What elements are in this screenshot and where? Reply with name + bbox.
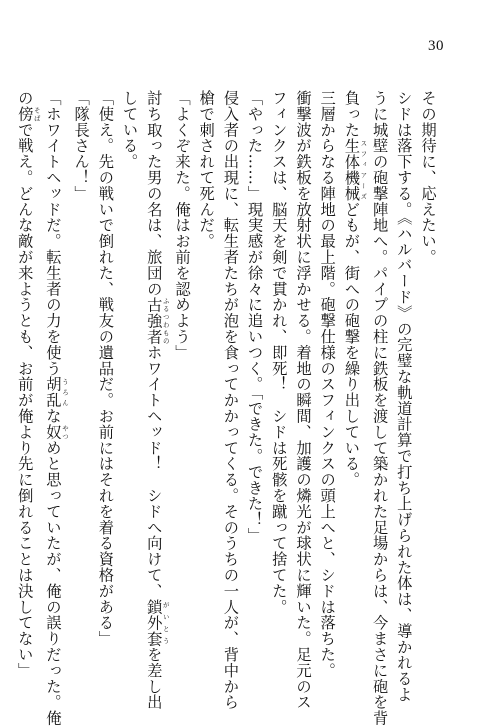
text-line: 「使え。先の戦いで倒れた、戦友の遺品だ。お前にはそれを着る資格がある」	[96, 90, 115, 647]
text-line: 「隊長さん！」	[72, 90, 91, 202]
ruby-word	[144, 598, 170, 647]
ruby-word	[43, 376, 69, 409]
ruby-base: 鎖外套	[144, 598, 163, 647]
text-line: 侵入者の出現に、転生者たちが泡を食ってかかってくる。そのうちの一人が、背中から	[221, 90, 240, 711]
ruby-word	[43, 423, 69, 440]
text-line: の傍 そばで戦え。どんな敵が来ようとも、お前が俺より先に倒れることは決してない」	[15, 90, 41, 679]
ruby-reading: うろん	[60, 376, 69, 409]
ruby-word	[144, 296, 170, 345]
page-number: 30	[428, 38, 444, 54]
ruby-base: 傍	[15, 105, 34, 122]
text-line: 「やった……」現実感が徐々に追いつく。「できた。できた！」	[245, 90, 264, 544]
text-line: 衝撃波が鉄板を放射状に浮かせる。着地の瞬間、加護の燐光が球状に輝いた。足元のス	[293, 90, 312, 711]
ruby-reading: やつ	[60, 423, 69, 440]
text-body	[15, 90, 440, 726]
text-line: している。	[120, 90, 139, 170]
text-line: フィンクスは、脳天を剣で貫かれ、即死！ シドは死骸を蹴って捨てた。	[269, 90, 288, 615]
ruby-reading: がいとう	[161, 598, 170, 647]
ruby-word	[15, 105, 41, 122]
ruby-reading: そば	[32, 105, 41, 122]
ruby-base: 胡乱	[43, 376, 62, 409]
text-line: 槍で刺されて死んだ。	[197, 90, 216, 249]
text-line: 討ち取った男の名は、旅団の古強者 ふるつわものホワイトヘッド！ シドへ向けて、鎖外套 がいとうを差し出	[144, 90, 170, 711]
text-line: その期待に、応えたい。	[419, 90, 437, 265]
text-line: うに城壁の砲撃陣地へ。パイプの柱に鉄板を渡して築かれた足場からは、今まさに砲を背	[370, 90, 389, 726]
ruby-reading: ふるつわもの	[161, 296, 170, 345]
text-line: 三層からなる陣地の最上階。砲撃仕様のスフィンクスの頭上へと、シドは落ちた。	[318, 90, 337, 679]
ruby-word	[342, 137, 368, 202]
ruby-reading: スフィアーズ	[359, 137, 368, 202]
text-line: 負った生体機械 スフィアーズどもが、街への砲撃を繰り出している。	[342, 90, 368, 488]
text-line: 「よくぞ来た。俺はお前を認めよう」	[172, 90, 191, 361]
text-line: 「ホワイトヘッドだ。転生者の力を使う胡乱 うろんな奴 やつめと思っていたが、俺の誤りだった。俺	[43, 90, 69, 726]
ruby-base: 古強者	[144, 296, 163, 345]
ruby-base: 生体機械	[342, 137, 361, 202]
ruby-base: 奴	[43, 423, 62, 440]
text-line: シドは落下する。《ハルバード》の完璧な軌道計算で打ち上げられた体は、導かれるよ	[394, 90, 413, 703]
